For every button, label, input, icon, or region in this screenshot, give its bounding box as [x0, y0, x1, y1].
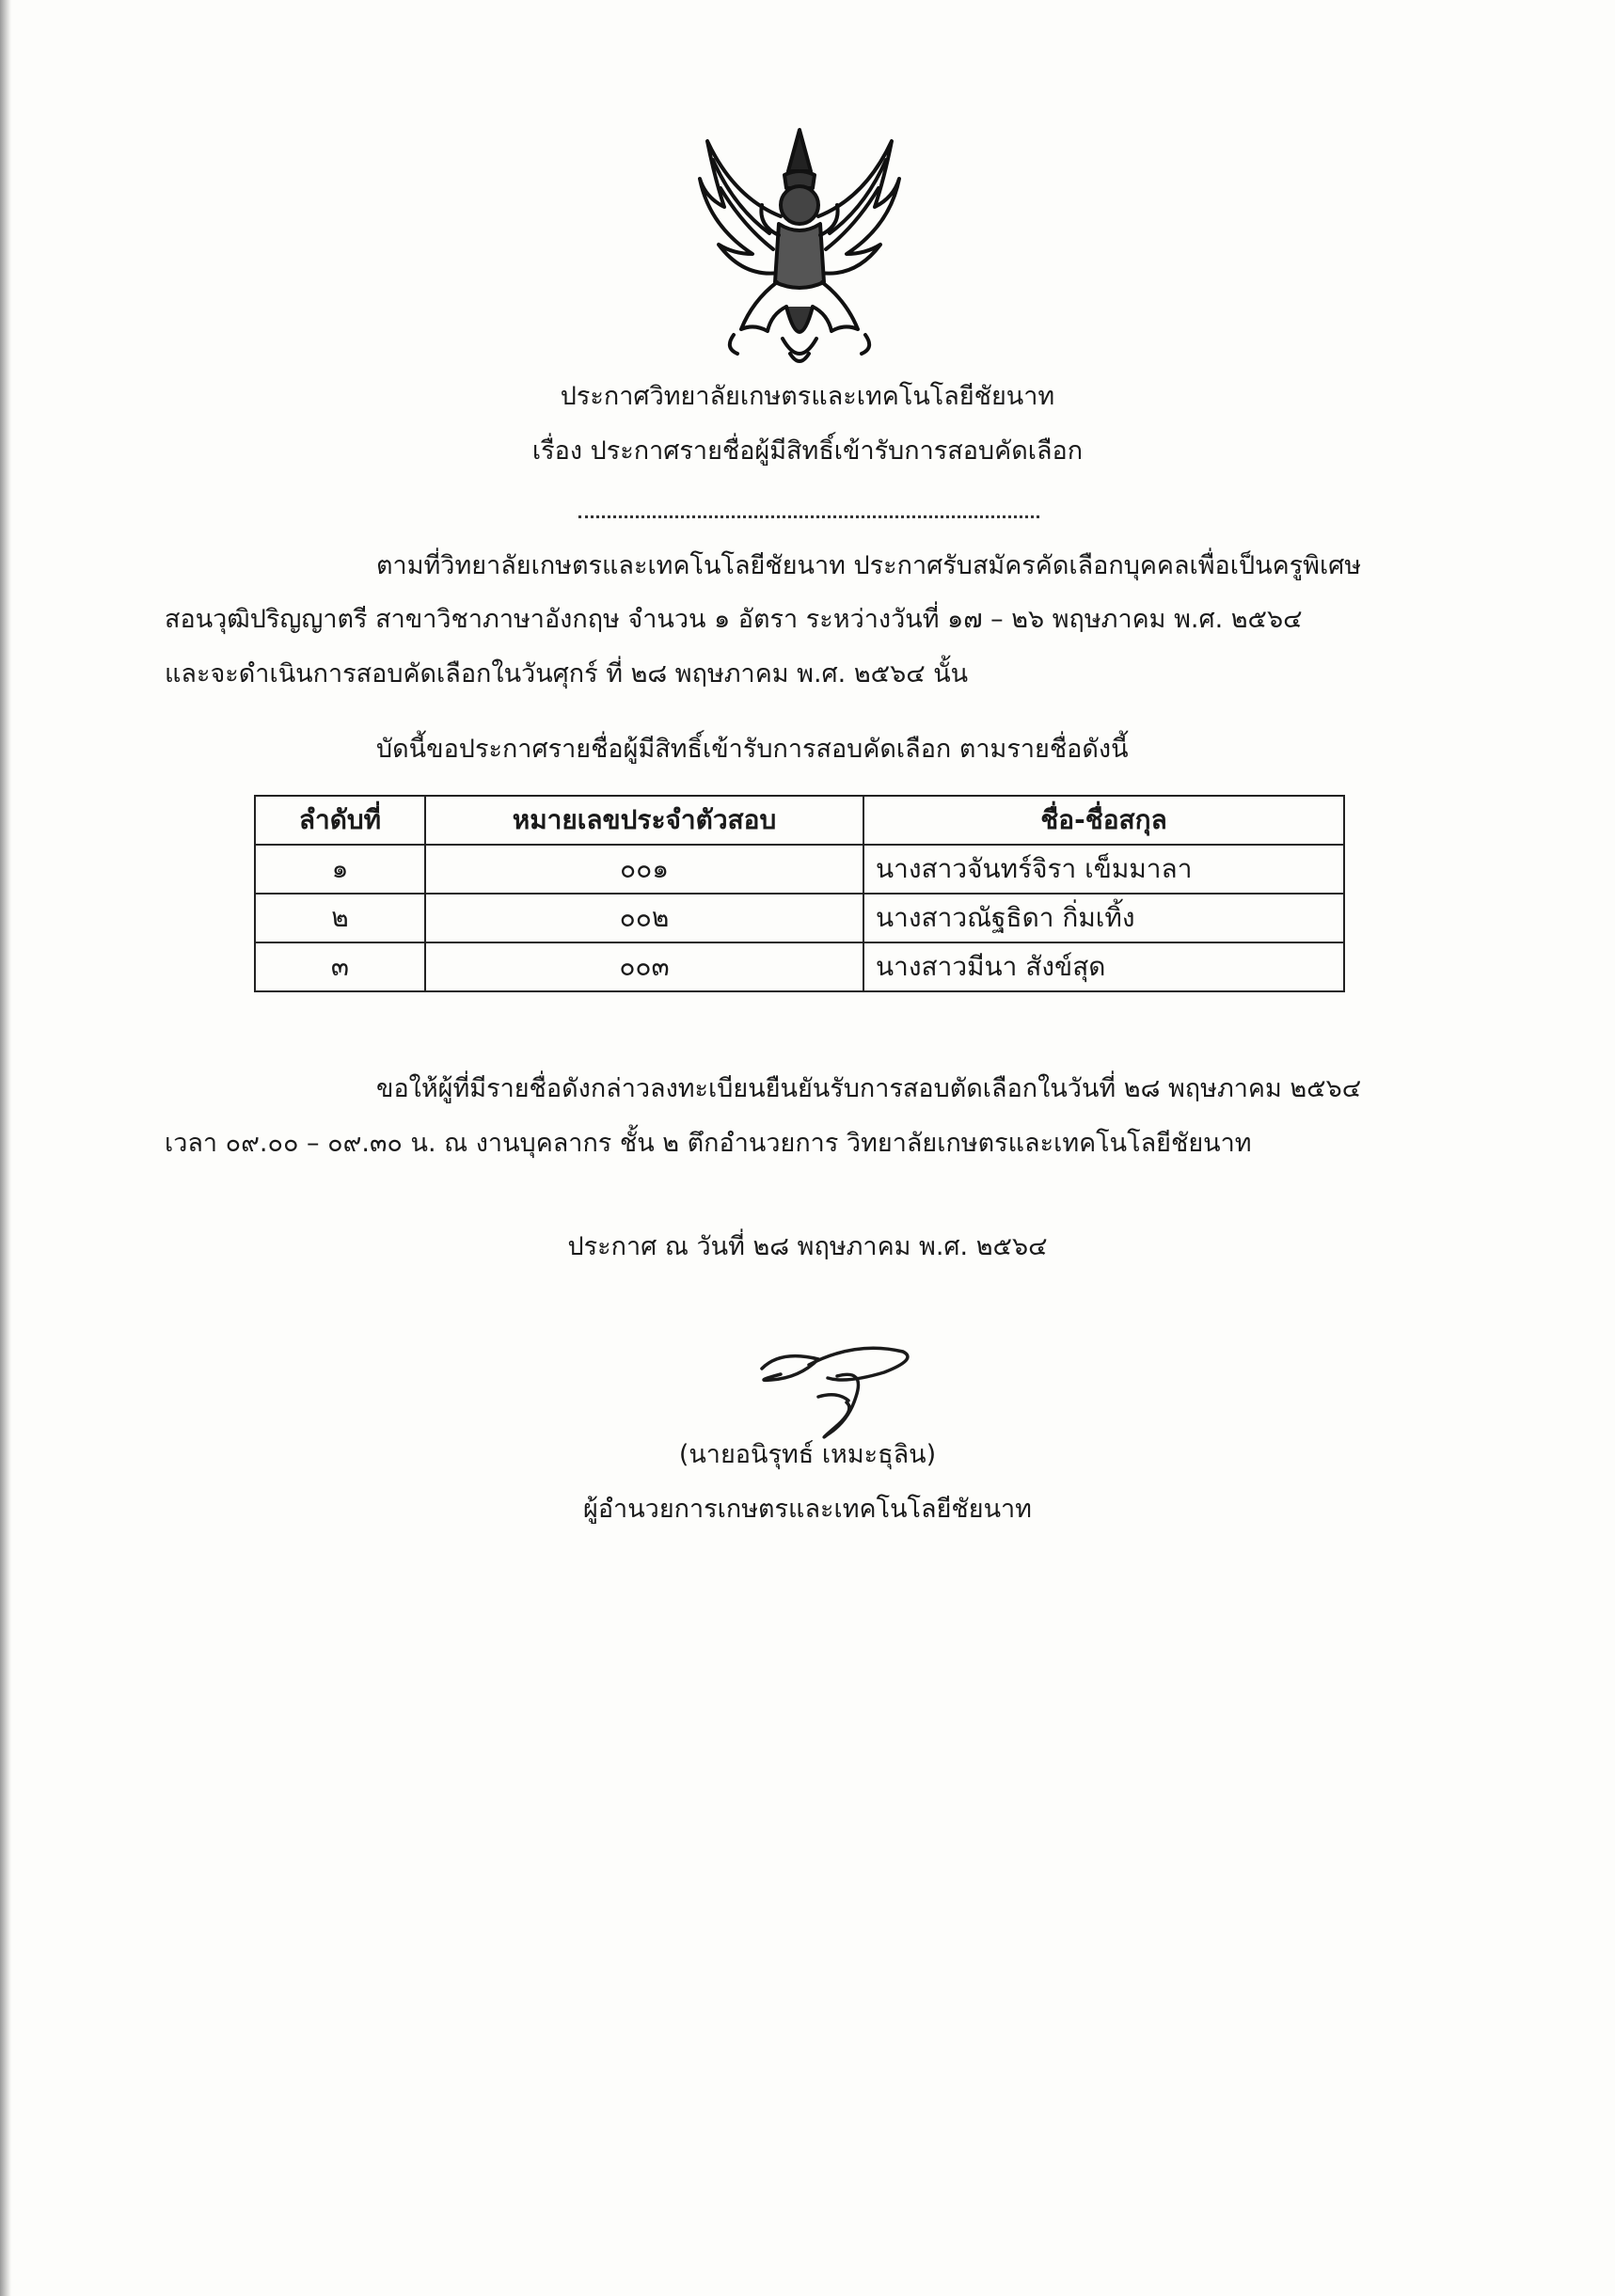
dotted-divider: [578, 515, 1039, 518]
paragraph-3-line-2: เวลา ๐๙.๐๐ – ๐๙.๓๐ น. ณ งานบุคลากร ชั้น ๒ ตึกอำนวยการ วิทยาลัยเกษตรและเทคโนโลยีชัยนาท: [165, 1129, 1252, 1158]
cell-order: ๑: [255, 845, 425, 894]
cell-exam-id: ๐๐๒: [425, 894, 863, 942]
column-header-full-name: ชื่อ-ชื่อสกุล: [863, 796, 1344, 845]
cell-exam-id: ๐๐๓: [425, 942, 863, 991]
signatory-name: (นายอนิรุทธ์ เหมะธุลิน): [678, 1440, 937, 1469]
cell-exam-id: ๐๐๑: [425, 845, 863, 894]
table-header-row: [255, 796, 1344, 845]
announcement-date: ประกาศ ณ วันที่ ๒๘ พฤษภาคม พ.ศ. ๒๕๖๔: [567, 1232, 1048, 1261]
cell-full-name: นางสาวณัฐธิดา กิ่มเทิ้ง: [863, 894, 1344, 942]
table-row: [255, 845, 1344, 894]
table-row: [255, 894, 1344, 942]
signatory-position: ผู้อำนวยการเกษตรและเทคโนโลยีชัยนาท: [583, 1495, 1032, 1524]
cell-order: ๓: [255, 942, 425, 991]
paragraph-1-line-3: และจะดำเนินการสอบคัดเลือกในวันศุกร์ ที่ ๒๘ พฤษภาคม พ.ศ. ๒๕๖๔ นั้น: [165, 659, 969, 689]
cell-full-name: นางสาวจันทร์จิรา เข็มมาลา: [863, 845, 1344, 894]
paragraph-1-line-1: ตามที่วิทยาลัยเกษตรและเทคโนโลยีชัยนาท ประกาศรับสมัครคัดเลือกบุคคลเพื่อเป็นครูพิเศษ: [376, 551, 1362, 580]
cell-full-name: นางสาวมีนา สังข์สุด: [863, 942, 1344, 991]
column-header-exam-id: หมายเลขประจำตัวสอบ: [425, 796, 863, 845]
table-row: [255, 942, 1344, 991]
paragraph-3-line-1: ขอให้ผู้ที่มีรายชื่อดังกล่าวลงทะเบียนยืนยันรับการสอบตัดเลือกในวันที่ ๒๘ พฤษภาคม ๒๕๖๔: [376, 1074, 1362, 1103]
column-header-order: ลำดับที่: [255, 796, 425, 845]
announcement-title: ประกาศวิทยาลัยเกษตรและเทคโนโลยีชัยนาท: [560, 382, 1055, 411]
garuda-emblem: [696, 122, 903, 376]
paper-edge-shadow: [0, 0, 11, 2296]
paragraph-1-line-2: สอนวุฒิปริญญาตรี สาขาวิชาภาษาอังกฤษ จำนวน ๑ อัตรา ระหว่างวันที่ ๑๗ – ๒๖ พฤษภาคม พ.ศ. ๒๕๖๔: [165, 605, 1303, 634]
handwritten-signature: [743, 1331, 922, 1453]
candidate-table: [254, 795, 1345, 992]
paragraph-2: บัดนี้ขอประกาศรายชื่อผู้มีสิทธิ์เข้ารับการสอบคัดเลือก ตามรายชื่อดังนี้: [376, 735, 1129, 764]
announcement-subject: เรื่อง ประกาศรายชื่อผู้มีสิทธิ์เข้ารับการสอบคัดเลือก: [531, 436, 1084, 466]
cell-order: ๒: [255, 894, 425, 942]
